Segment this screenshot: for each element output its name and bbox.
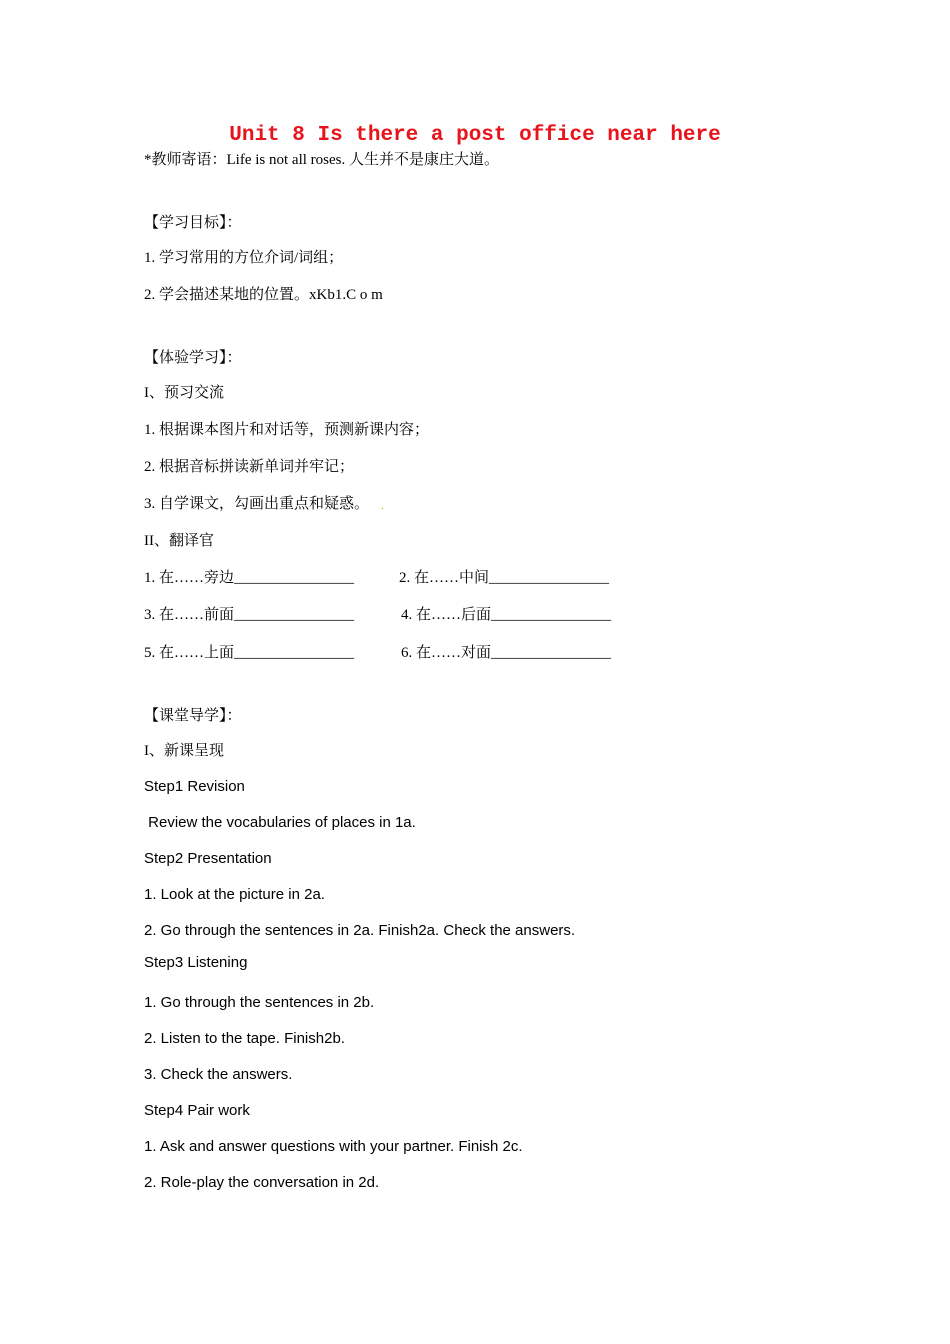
- step-line: 3. Check the answers.: [144, 1066, 293, 1083]
- translate-heading: II、翻译官: [144, 533, 214, 549]
- preview-heading: I、预习交流: [144, 385, 224, 401]
- step-line: Step2 Presentation: [144, 850, 272, 867]
- step-line: 1. Ask and answer questions with your partner. Finish 2c.: [144, 1138, 523, 1155]
- preview-item-2: 2. 根据音标拼读新单词并牢记；: [144, 459, 355, 475]
- class-heading: 【课堂导学】：: [144, 708, 242, 724]
- step-line: 2. Role-play the conversation in 2d.: [144, 1174, 380, 1191]
- preview-item-1: 1. 根据课本图片和对话等，预测新课内容；: [144, 422, 430, 438]
- page-title: Unit 8 Is there a post office near here: [229, 124, 721, 147]
- preview-item-3: 3. 自学课文，勾画出重点和疑惑。: [144, 496, 370, 512]
- translate-item-1: 1. 在……旁边________________: [144, 570, 355, 586]
- new-lesson-heading: I、新课呈现: [144, 743, 224, 759]
- goals-heading: 【学习目标】：: [144, 215, 242, 231]
- translate-item-4: 4. 在……后面________________: [401, 607, 612, 623]
- translate-item-5: 5. 在……上面________________: [144, 645, 355, 661]
- experience-heading: 【体验学习】：: [144, 350, 242, 366]
- goal-item-1: 1. 学习常用的方位介词/词组；: [144, 250, 344, 266]
- teacher-motto: *教师寄语：Life is not all roses. 人生并不是康庄大道。: [144, 152, 499, 168]
- translate-item-6: 6. 在……对面________________: [401, 645, 612, 661]
- goal-item-2: 2. 学会描述某地的位置。xKb1.C o m: [144, 287, 383, 303]
- step-line: Step4 Pair work: [144, 1102, 250, 1119]
- decorative-dot: .: [381, 498, 384, 512]
- step-line: Step1 Revision: [144, 778, 245, 795]
- step-line: Step3 Listening: [144, 954, 248, 971]
- step-line: 1. Look at the picture in 2a.: [144, 886, 325, 903]
- step-line: 1. Go through the sentences in 2b.: [144, 994, 375, 1011]
- translate-item-2: 2. 在……中间________________: [399, 570, 610, 586]
- step-line: Review the vocabularies of places in 1a.: [144, 814, 416, 831]
- step-line: 2. Go through the sentences in 2a. Finish2a. Check the answers.: [144, 922, 576, 939]
- step-line: 2. Listen to the tape. Finish2b.: [144, 1030, 345, 1047]
- translate-item-3: 3. 在……前面________________: [144, 607, 355, 623]
